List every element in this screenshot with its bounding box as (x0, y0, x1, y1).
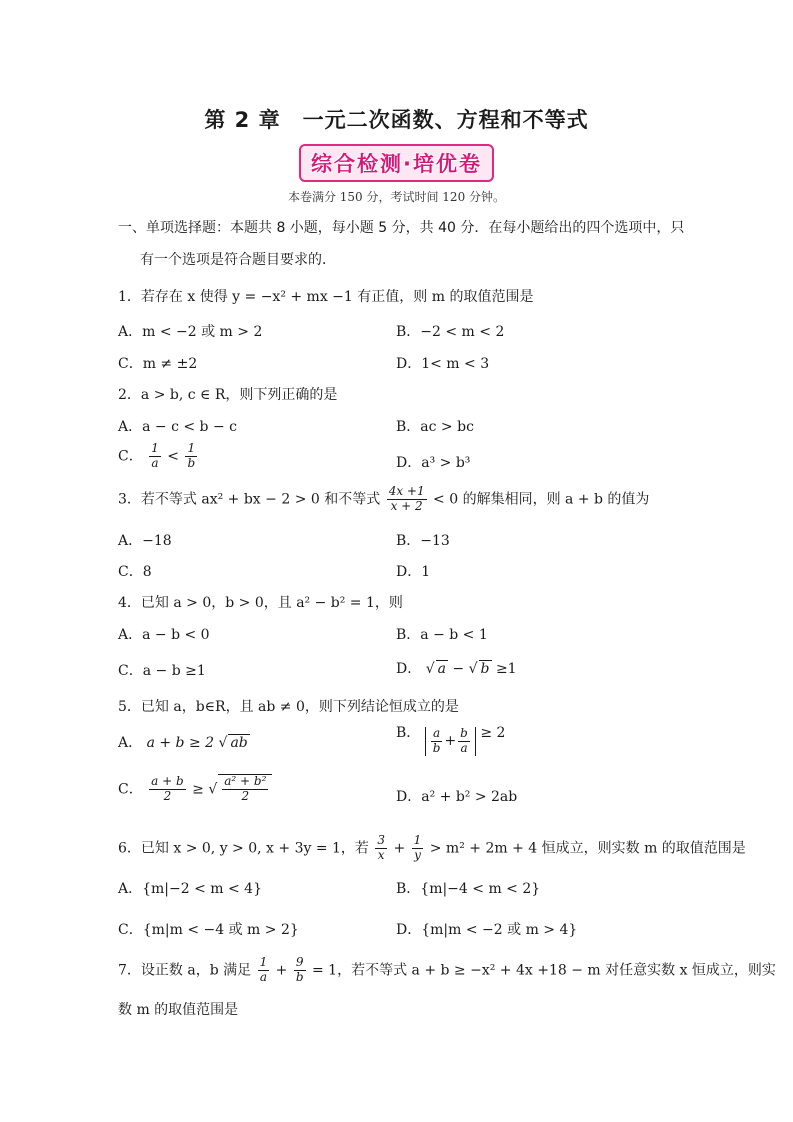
question-3-stem (118, 485, 649, 514)
numerator: 1 (413, 833, 422, 847)
question-4-option-a: A．a − b < 0 (118, 627, 210, 643)
denominator: a (259, 969, 267, 984)
numerator: b (460, 726, 468, 740)
numerator: a (433, 726, 441, 740)
option-tail: ≥1 (495, 661, 517, 677)
fraction (458, 727, 470, 756)
question-6-option-b: B．{m|−4 < m < 2} (396, 881, 541, 897)
question-2-stem: 2．a > b, c ∈ R，则下列正确的是 (118, 387, 338, 403)
question-5-option-c (118, 774, 272, 804)
question-1-option-d: D．1< m < 3 (396, 356, 490, 372)
question-2-option-c (118, 442, 199, 471)
operator: ≥ (192, 781, 204, 798)
fraction (149, 442, 161, 471)
question-3-option-b: B．−13 (396, 533, 450, 549)
question-1-option-c: C．m ≠ ±2 (118, 356, 198, 372)
denominator: x + 2 (390, 498, 423, 513)
operator: < (167, 448, 179, 465)
numerator: 4x +1 (388, 484, 425, 498)
denominator: b (432, 740, 441, 755)
operator: + (393, 840, 406, 857)
operator: + (444, 733, 457, 750)
question-5-option-b (396, 722, 505, 756)
option-label: D． (396, 661, 422, 677)
question-6-option-a: A．{m|−2 < m < 4} (118, 881, 262, 897)
question-6-option-d: D．{m|m < −2 或 m > 4} (396, 922, 578, 938)
expression: a + b ≥ 2 (146, 735, 215, 751)
section-heading-line2: 有一个选项是符合题目要求的． (140, 252, 336, 268)
question-4-option-c: C．a − b ≥1 (118, 663, 206, 679)
fraction (222, 775, 268, 804)
option-label: B． (396, 725, 421, 741)
question-3-option-d: D．1 (396, 564, 431, 580)
exam-subtitle: 本卷满分 150 分，考试时间 120 分钟。 (287, 190, 506, 204)
option-label: C． (118, 448, 143, 465)
numerator: 3 (377, 833, 386, 847)
radicand: b (480, 661, 490, 677)
stem-part-a: 3．若不等式 ax² + bx − 2 > 0 和不等式 (118, 491, 381, 508)
question-2-option-a: A．a − c < b − c (118, 419, 237, 435)
denominator: a (151, 455, 159, 470)
stem-part-b: < 0 的解集相同，则 a + b 的值为 (433, 491, 650, 508)
denominator: b (187, 455, 196, 470)
radicand (218, 774, 272, 804)
question-6-stem (118, 834, 746, 863)
question-7-stem-line2: 数 m 的取值范围是 (118, 1002, 239, 1018)
question-5-stem: 5．已知 a，b∈R，且 ab ≠ 0，则下列结论恒成立的是 (118, 699, 459, 715)
radical-sign: √ (218, 735, 228, 751)
question-1-stem: 1．若存在 x 使得 y = −x² + mx −1 有正值，则 m 的取值范围是 (118, 289, 534, 305)
question-5-option-a (118, 732, 250, 752)
numerator: a² + b² (224, 774, 267, 788)
question-4-option-b: B．a − b < 1 (396, 627, 488, 643)
absolute-value (425, 727, 476, 756)
question-5-option-d: D．a² + b² > 2ab (396, 789, 518, 805)
fraction (412, 834, 424, 863)
denominator: 2 (241, 788, 250, 803)
question-4-stem: 4．已知 a > 0，b > 0，且 a² − b² = 1，则 (118, 595, 403, 611)
fraction (185, 442, 197, 471)
numerator: a + b (151, 774, 184, 788)
question-7-stem (118, 956, 776, 985)
exam-badge: 综合检测·培优卷 (299, 144, 494, 182)
stem-part-b: = 1，若不等式 a + b ≥ −x² + 4x +18 − m 对任意实数 x 恒成立，则实 (312, 962, 776, 979)
fraction (387, 485, 427, 514)
denominator: a (460, 740, 468, 755)
radicand: a (437, 661, 446, 677)
fraction (149, 775, 186, 804)
question-2-option-b: B．ac > bc (396, 419, 474, 435)
fraction (375, 834, 387, 863)
denominator: x (377, 847, 385, 862)
operator: + (275, 962, 288, 979)
question-3-option-a: A．−18 (118, 533, 172, 549)
stem-part-b: > m² + 2m + 4 恒成立，则实数 m 的取值范围是 (429, 840, 746, 857)
question-4-option-d (396, 658, 517, 678)
numerator: 1 (187, 441, 196, 455)
fraction (258, 956, 270, 985)
numerator: 1 (259, 955, 268, 969)
denominator: 2 (163, 788, 172, 803)
section-heading-line1: 一、单项选择题：本题共 8 小题，每小题 5 分，共 40 分．在每小题给出的四个选项中，只 (118, 220, 685, 236)
radicand: ab (230, 735, 248, 751)
question-1-option-a: A．m < −2 或 m > 2 (118, 324, 263, 340)
stem-part-a: 7．设正数 a，b 满足 (118, 962, 252, 979)
page-title: 第 2 章 一元二次函数、方程和不等式 (204, 108, 589, 132)
question-1-option-b: B．−2 < m < 2 (396, 324, 505, 340)
fraction (294, 956, 306, 985)
question-2-option-d: D．a³ > b³ (396, 455, 471, 471)
question-3-option-c: C．8 (118, 564, 152, 580)
operator: − (452, 661, 465, 677)
denominator: b (295, 969, 304, 984)
denominator: y (414, 847, 421, 862)
radical-sign: √ (208, 781, 218, 798)
question-6-option-c: C．{m|m < −4 或 m > 2} (118, 922, 299, 938)
stem-part-a: 6．已知 x > 0, y > 0, x + 3y = 1，若 (118, 840, 369, 857)
badge-row (0, 144, 793, 182)
numerator: 9 (295, 955, 304, 969)
radical-sign: √ (425, 661, 435, 677)
option-label: C． (118, 781, 143, 798)
radical-sign: √ (468, 661, 478, 677)
option-tail: ≥ 2 (480, 725, 506, 741)
option-label: A． (118, 735, 143, 751)
fraction (431, 727, 443, 756)
numerator: 1 (151, 441, 159, 455)
